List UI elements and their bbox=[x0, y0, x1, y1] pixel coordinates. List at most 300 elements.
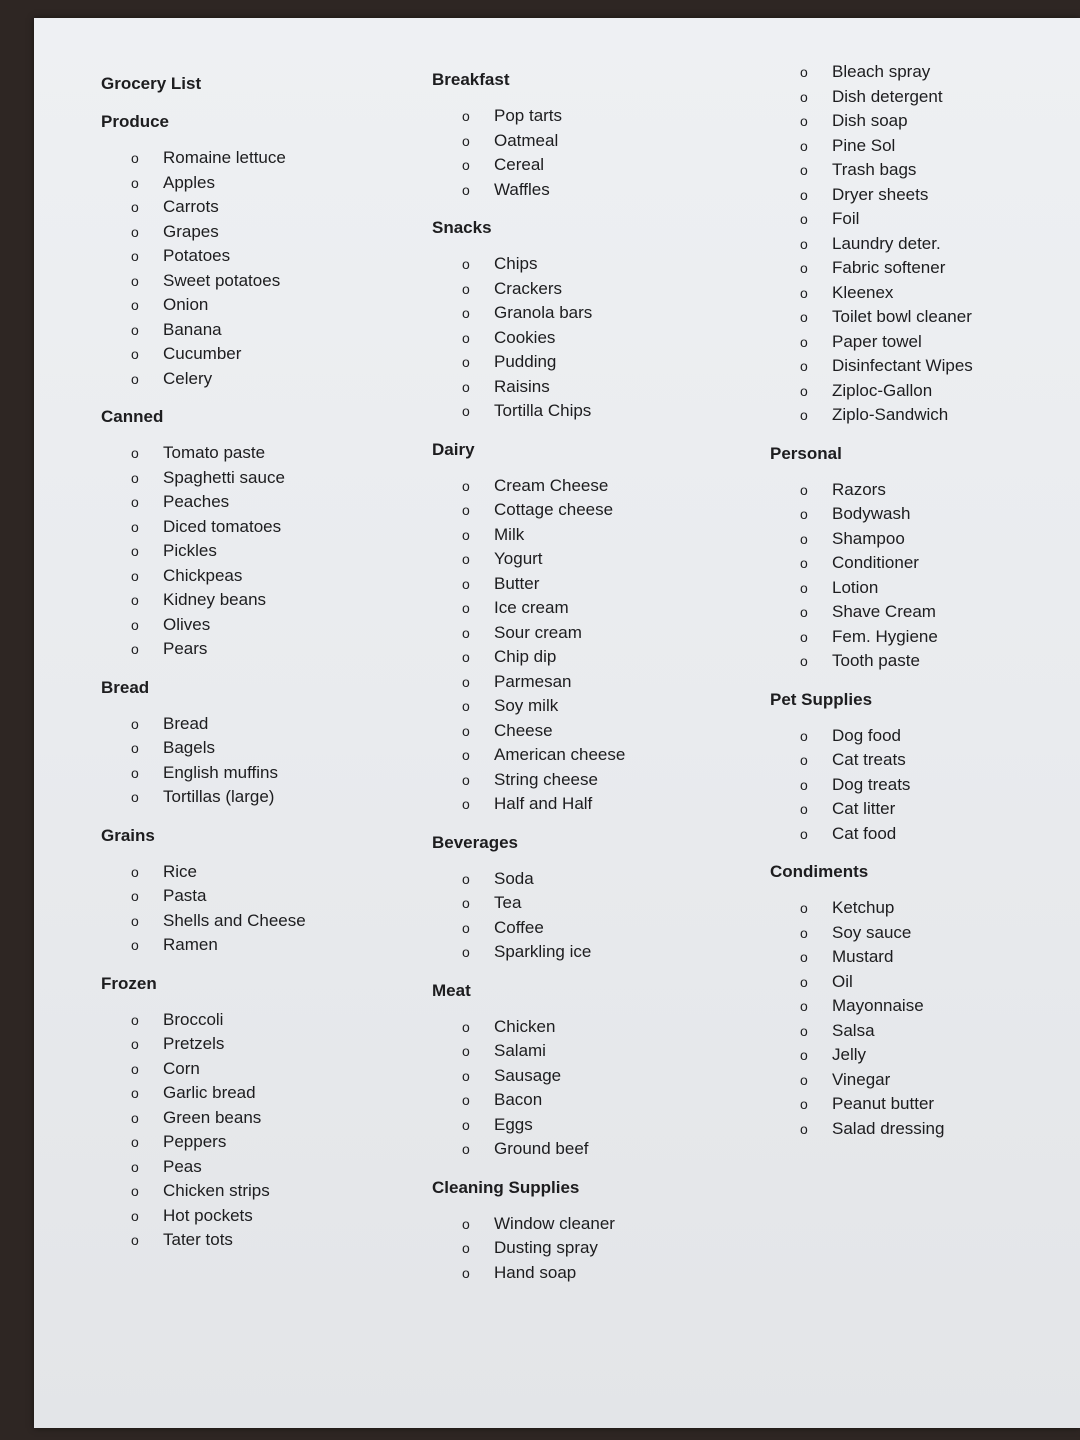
list-item bbox=[770, 305, 973, 330]
bullet-icon: o bbox=[131, 469, 139, 486]
bullet-icon: o bbox=[462, 624, 470, 641]
section-heading-condiments: Condiments bbox=[770, 862, 869, 881]
bullet-icon: o bbox=[800, 1022, 808, 1039]
list-item bbox=[432, 694, 625, 719]
bullet-icon: o bbox=[131, 1158, 139, 1175]
list-item bbox=[432, 670, 625, 695]
bullet-icon: o bbox=[800, 162, 808, 178]
item-label: Salami bbox=[494, 1041, 546, 1060]
item-list-continued bbox=[770, 60, 973, 428]
bullet-icon: o bbox=[462, 1018, 470, 1035]
list-item bbox=[770, 773, 973, 798]
list-item bbox=[770, 797, 973, 822]
section-heading-frozen: Frozen bbox=[101, 973, 157, 993]
bullet-icon: o bbox=[800, 973, 808, 990]
list-item bbox=[770, 527, 973, 552]
item-list-breakfast bbox=[432, 104, 625, 202]
section-heading-beverages: Beverages bbox=[432, 832, 519, 852]
item-label: Jelly bbox=[832, 1045, 867, 1064]
list-item bbox=[770, 625, 973, 650]
item-list-snacks bbox=[432, 252, 625, 424]
section-heading-meat: Meat bbox=[432, 980, 471, 1000]
list-item bbox=[770, 60, 973, 85]
bullet-icon: o bbox=[800, 481, 808, 498]
bullet-icon: o bbox=[462, 108, 470, 124]
bullet-icon: o bbox=[131, 888, 139, 904]
bullet-icon: o bbox=[462, 1240, 470, 1256]
item-label: Trash bags bbox=[832, 160, 917, 179]
bullet-icon: o bbox=[800, 113, 808, 129]
list-item bbox=[770, 232, 973, 257]
item-label: Cream Cheese bbox=[494, 475, 609, 495]
bullet-icon: o bbox=[131, 616, 139, 633]
item-label: Dish soap bbox=[832, 111, 908, 130]
bullet-icon: o bbox=[131, 1134, 139, 1150]
list-item bbox=[101, 1032, 306, 1057]
list-item bbox=[101, 1081, 306, 1106]
bullet-icon: o bbox=[131, 518, 139, 535]
bullet-icon: o bbox=[800, 1071, 808, 1088]
list-item bbox=[432, 1064, 625, 1089]
item-label: Pears bbox=[163, 639, 208, 658]
item-label: Pretzels bbox=[163, 1034, 225, 1053]
column-1 bbox=[101, 72, 306, 1253]
bullet-icon: o bbox=[800, 260, 808, 276]
bullet-icon: o bbox=[800, 949, 808, 965]
bullet-icon: o bbox=[131, 912, 139, 929]
list-item bbox=[770, 970, 973, 995]
section-heading-dairy: Dairy bbox=[432, 439, 475, 459]
list-item bbox=[101, 1130, 306, 1155]
bullet-icon: o bbox=[800, 628, 808, 645]
list-item bbox=[432, 891, 625, 916]
bullet-icon: o bbox=[131, 272, 139, 289]
list-item bbox=[432, 596, 625, 621]
list-item bbox=[770, 600, 973, 625]
bullet-icon: o bbox=[131, 937, 139, 953]
item-label: Window cleaner bbox=[494, 1213, 615, 1233]
item-list-beverages bbox=[432, 867, 625, 965]
item-label: Hand soap bbox=[494, 1262, 577, 1282]
item-label: Kidney beans bbox=[163, 590, 267, 609]
bullet-icon: o bbox=[462, 722, 470, 739]
list-item bbox=[770, 822, 973, 847]
list-item bbox=[432, 867, 625, 892]
bullet-icon: o bbox=[800, 825, 808, 842]
list-item bbox=[101, 736, 306, 761]
list-item bbox=[101, 490, 306, 515]
list-item bbox=[101, 466, 306, 491]
bullet-icon: o bbox=[462, 575, 470, 592]
bullet-icon: o bbox=[800, 998, 808, 1014]
item-label: Pop tarts bbox=[494, 106, 563, 125]
item-list-produce bbox=[101, 146, 306, 391]
list-item bbox=[432, 104, 625, 129]
item-label: Kleenex bbox=[832, 282, 894, 302]
list-item bbox=[101, 342, 306, 367]
item-label: Paper towel bbox=[832, 331, 922, 351]
item-label: Lotion bbox=[832, 577, 879, 597]
list-item bbox=[101, 909, 306, 934]
list-item bbox=[101, 269, 306, 294]
bullet-icon: o bbox=[800, 1120, 808, 1137]
bullet-icon: o bbox=[800, 801, 808, 817]
bullet-icon: o bbox=[131, 1183, 139, 1199]
item-label: Peaches bbox=[163, 492, 230, 511]
section-heading-cleaning-supplies: Cleaning Supplies bbox=[432, 1177, 580, 1197]
item-label: Razors bbox=[832, 479, 886, 499]
item-label: Mayonnaise bbox=[832, 996, 924, 1015]
item-label: Romaine lettuce bbox=[163, 148, 286, 167]
bullet-icon: o bbox=[131, 764, 139, 781]
item-label: Olives bbox=[163, 614, 211, 634]
item-label: Bleach spray bbox=[832, 62, 931, 81]
list-item bbox=[770, 502, 973, 527]
item-label: Shampoo bbox=[832, 528, 905, 548]
bullet-icon: o bbox=[462, 919, 470, 936]
list-item bbox=[432, 940, 625, 965]
list-item bbox=[770, 1092, 973, 1117]
bullet-icon: o bbox=[462, 870, 470, 887]
list-item bbox=[432, 547, 625, 572]
item-label: Garlic bread bbox=[163, 1083, 256, 1102]
item-label: Granola bars bbox=[494, 303, 593, 322]
item-label: Pickles bbox=[163, 541, 217, 560]
list-item bbox=[770, 1043, 973, 1068]
item-label: Chicken strips bbox=[163, 1181, 270, 1200]
section-heading-produce: Produce bbox=[101, 112, 170, 131]
bullet-icon: o bbox=[800, 284, 808, 301]
item-label: Foil bbox=[832, 209, 860, 228]
list-item bbox=[101, 146, 306, 171]
bullet-icon: o bbox=[800, 900, 808, 916]
list-item bbox=[770, 85, 973, 110]
list-item bbox=[101, 539, 306, 564]
item-label: Corn bbox=[163, 1058, 200, 1078]
bullet-icon: o bbox=[800, 1096, 808, 1112]
bullet-icon: o bbox=[462, 305, 470, 321]
list-item bbox=[770, 576, 973, 601]
list-item bbox=[432, 1039, 625, 1064]
item-label: Ziploc-Gallon bbox=[832, 380, 933, 400]
section-heading-canned: Canned bbox=[101, 407, 164, 426]
list-item bbox=[432, 277, 625, 302]
list-item bbox=[101, 318, 306, 343]
list-item bbox=[432, 1137, 625, 1162]
item-label: Toilet bowl cleaner bbox=[832, 307, 972, 326]
list-item bbox=[101, 761, 306, 786]
bullet-icon: o bbox=[131, 321, 139, 338]
bullet-icon: o bbox=[462, 157, 470, 173]
item-label: Broccoli bbox=[163, 1009, 224, 1029]
bullet-icon: o bbox=[462, 329, 470, 346]
bullet-icon: o bbox=[800, 1047, 808, 1063]
list-item bbox=[432, 326, 625, 351]
item-label: Dish detergent bbox=[832, 86, 943, 106]
document-title: Grocery List bbox=[101, 74, 202, 93]
list-item bbox=[770, 994, 973, 1019]
list-item bbox=[770, 330, 973, 355]
item-list-meat bbox=[432, 1015, 625, 1162]
bullet-icon: o bbox=[131, 1011, 139, 1028]
list-item bbox=[432, 1015, 625, 1040]
item-label: Raisins bbox=[494, 376, 550, 396]
list-item bbox=[101, 1179, 306, 1204]
list-item bbox=[101, 613, 306, 638]
list-item bbox=[432, 301, 625, 326]
item-list-personal bbox=[770, 478, 973, 674]
bullet-icon: o bbox=[131, 1232, 139, 1248]
item-label: Cat food bbox=[832, 823, 897, 843]
list-item bbox=[770, 748, 973, 773]
bullet-icon: o bbox=[131, 370, 139, 387]
list-item bbox=[432, 1236, 625, 1261]
bullet-icon: o bbox=[462, 526, 470, 543]
item-label: Chips bbox=[494, 254, 538, 273]
item-label: Celery bbox=[163, 368, 213, 388]
list-item bbox=[770, 256, 973, 281]
item-label: Disinfectant Wipes bbox=[832, 356, 973, 375]
item-label: Sour cream bbox=[494, 622, 582, 642]
item-label: Banana bbox=[163, 319, 222, 339]
item-label: Ground beef bbox=[494, 1139, 589, 1158]
item-label: Peppers bbox=[163, 1132, 227, 1151]
bullet-icon: o bbox=[800, 555, 808, 571]
bullet-icon: o bbox=[800, 235, 808, 252]
bullet-icon: o bbox=[462, 477, 470, 494]
item-label: Peas bbox=[163, 1156, 202, 1176]
list-item bbox=[770, 158, 973, 183]
bullet-icon: o bbox=[462, 600, 470, 616]
bullet-icon: o bbox=[462, 551, 470, 567]
item-label: Tater tots bbox=[163, 1230, 233, 1249]
item-label: Ketchup bbox=[832, 898, 895, 917]
item-label: Cucumber bbox=[163, 344, 242, 363]
item-label: Spaghetti sauce bbox=[163, 467, 285, 487]
bullet-icon: o bbox=[800, 579, 808, 596]
item-label: Sweet potatoes bbox=[163, 270, 281, 290]
list-item bbox=[432, 719, 625, 744]
item-label: Ziplo-Sandwich bbox=[832, 405, 949, 424]
bullet-icon: o bbox=[131, 1036, 139, 1052]
bullet-icon: o bbox=[462, 378, 470, 395]
bullet-icon: o bbox=[131, 174, 139, 191]
list-item bbox=[432, 621, 625, 646]
item-label: Pudding bbox=[494, 352, 557, 371]
list-item bbox=[770, 109, 973, 134]
item-label: Diced tomatoes bbox=[163, 516, 282, 536]
bullet-icon: o bbox=[131, 1060, 139, 1077]
bullet-icon: o bbox=[462, 354, 470, 370]
list-item bbox=[770, 896, 973, 921]
bullet-icon: o bbox=[462, 698, 470, 714]
item-label: String cheese bbox=[494, 769, 598, 789]
item-label: Laundry deter. bbox=[832, 233, 941, 253]
list-item bbox=[101, 1057, 306, 1082]
bullet-icon: o bbox=[131, 789, 139, 805]
item-label: Bodywash bbox=[832, 504, 911, 523]
item-label: Oatmeal bbox=[494, 130, 559, 150]
list-item bbox=[432, 375, 625, 400]
bullet-icon: o bbox=[131, 740, 139, 756]
list-item bbox=[770, 403, 973, 428]
item-label: Peanut butter bbox=[832, 1094, 935, 1113]
list-item bbox=[101, 1228, 306, 1253]
bullet-icon: o bbox=[131, 346, 139, 362]
list-item bbox=[770, 724, 973, 749]
bullet-icon: o bbox=[131, 494, 139, 510]
list-item bbox=[101, 441, 306, 466]
bullet-icon: o bbox=[131, 1085, 139, 1101]
list-item bbox=[432, 129, 625, 154]
section-heading-personal: Personal bbox=[770, 443, 842, 463]
list-item bbox=[432, 916, 625, 941]
item-label: Dusting spray bbox=[494, 1238, 598, 1257]
bullet-icon: o bbox=[462, 1092, 470, 1108]
bullet-icon: o bbox=[131, 863, 139, 880]
list-item bbox=[101, 293, 306, 318]
bullet-icon: o bbox=[462, 771, 470, 788]
bullet-icon: o bbox=[131, 1109, 139, 1126]
item-label: Chicken bbox=[494, 1016, 556, 1036]
list-item bbox=[770, 1068, 973, 1093]
item-label: Butter bbox=[494, 573, 540, 593]
list-item bbox=[101, 860, 306, 885]
list-item bbox=[770, 649, 973, 674]
list-item bbox=[101, 220, 306, 245]
bullet-icon: o bbox=[462, 944, 470, 960]
item-list-grains bbox=[101, 860, 306, 958]
list-item bbox=[101, 171, 306, 196]
bullet-icon: o bbox=[462, 895, 470, 911]
item-label: Conditioner bbox=[832, 553, 919, 572]
list-item bbox=[432, 572, 625, 597]
bullet-icon: o bbox=[800, 776, 808, 793]
list-item bbox=[101, 785, 306, 810]
list-item bbox=[432, 1088, 625, 1113]
list-item bbox=[101, 367, 306, 392]
section-heading-pet-supplies: Pet Supplies bbox=[770, 689, 873, 709]
list-item bbox=[770, 379, 973, 404]
bullet-icon: o bbox=[800, 309, 808, 325]
item-label: Tooth paste bbox=[832, 651, 920, 670]
bullet-icon: o bbox=[800, 333, 808, 350]
bullet-icon: o bbox=[800, 88, 808, 105]
bullet-icon: o bbox=[131, 715, 139, 732]
bullet-icon: o bbox=[462, 256, 470, 272]
bullet-icon: o bbox=[462, 1043, 470, 1059]
bullet-icon: o bbox=[462, 1067, 470, 1084]
item-label: Cat litter bbox=[832, 799, 896, 818]
list-item bbox=[432, 1113, 625, 1138]
item-label: Dog treats bbox=[832, 774, 911, 794]
list-item bbox=[101, 244, 306, 269]
item-label: Sparkling ice bbox=[494, 942, 592, 961]
list-item bbox=[770, 478, 973, 503]
list-item bbox=[770, 134, 973, 159]
list-item bbox=[101, 712, 306, 737]
list-item bbox=[432, 350, 625, 375]
bullet-icon: o bbox=[800, 382, 808, 399]
bullet-icon: o bbox=[131, 248, 139, 264]
bullet-icon: o bbox=[462, 1215, 470, 1232]
item-label: Carrots bbox=[163, 197, 219, 216]
list-item bbox=[770, 1117, 973, 1142]
bullet-icon: o bbox=[462, 502, 470, 518]
bullet-icon: o bbox=[800, 530, 808, 547]
list-item bbox=[432, 252, 625, 277]
item-label: Sausage bbox=[494, 1065, 562, 1085]
list-item bbox=[432, 743, 625, 768]
item-list-canned bbox=[101, 441, 306, 662]
item-label: Dog food bbox=[832, 725, 901, 745]
bullet-icon: o bbox=[131, 567, 139, 584]
bullet-icon: o bbox=[462, 747, 470, 763]
item-label: Oil bbox=[832, 971, 853, 991]
item-label: Crackers bbox=[494, 278, 563, 298]
column-3 bbox=[770, 60, 973, 1141]
item-label: Fabric softener bbox=[832, 258, 946, 277]
list-item bbox=[101, 195, 306, 220]
item-label: Soy sauce bbox=[832, 922, 912, 942]
list-item bbox=[101, 1008, 306, 1033]
item-label: Onion bbox=[163, 295, 209, 314]
bullet-icon: o bbox=[131, 641, 139, 657]
item-list-condiments bbox=[770, 896, 973, 1141]
item-label: Hot pockets bbox=[163, 1205, 253, 1225]
bullet-icon: o bbox=[131, 445, 139, 461]
list-item bbox=[101, 884, 306, 909]
bullet-icon: o bbox=[462, 403, 470, 419]
bullet-icon: o bbox=[800, 137, 808, 154]
item-label: Cat treats bbox=[832, 750, 906, 769]
column-2 bbox=[432, 68, 625, 1285]
bullet-icon: o bbox=[131, 223, 139, 240]
item-label: Ramen bbox=[163, 935, 218, 954]
item-label: Mustard bbox=[832, 947, 894, 966]
item-label: Half and Half bbox=[494, 794, 593, 813]
list-item bbox=[101, 588, 306, 613]
bullet-icon: o bbox=[462, 1116, 470, 1133]
list-item bbox=[432, 792, 625, 817]
item-label: Cereal bbox=[494, 155, 545, 174]
item-label: Yogurt bbox=[494, 549, 543, 568]
item-label: Fem. Hygiene bbox=[832, 626, 938, 646]
item-label: Shave Cream bbox=[832, 602, 936, 621]
list-item bbox=[432, 498, 625, 523]
list-item bbox=[770, 945, 973, 970]
list-item bbox=[101, 637, 306, 662]
list-item bbox=[770, 921, 973, 946]
bullet-icon: o bbox=[800, 407, 808, 423]
item-label: Ice cream bbox=[494, 598, 569, 617]
item-list-pet-supplies bbox=[770, 724, 973, 847]
bullet-icon: o bbox=[462, 673, 470, 690]
item-label: Bread bbox=[163, 713, 209, 733]
item-label: Grapes bbox=[163, 221, 219, 241]
section-heading-breakfast: Breakfast bbox=[432, 70, 510, 89]
item-label: English muffins bbox=[163, 762, 278, 782]
section-heading-snacks: Snacks bbox=[432, 218, 492, 237]
bullet-icon: o bbox=[131, 297, 139, 313]
list-item bbox=[101, 1106, 306, 1131]
item-label: Coffee bbox=[494, 917, 544, 937]
list-item bbox=[770, 551, 973, 576]
list-item bbox=[770, 183, 973, 208]
list-item bbox=[770, 354, 973, 379]
bullet-icon: o bbox=[462, 796, 470, 812]
item-label: Potatoes bbox=[163, 246, 231, 265]
